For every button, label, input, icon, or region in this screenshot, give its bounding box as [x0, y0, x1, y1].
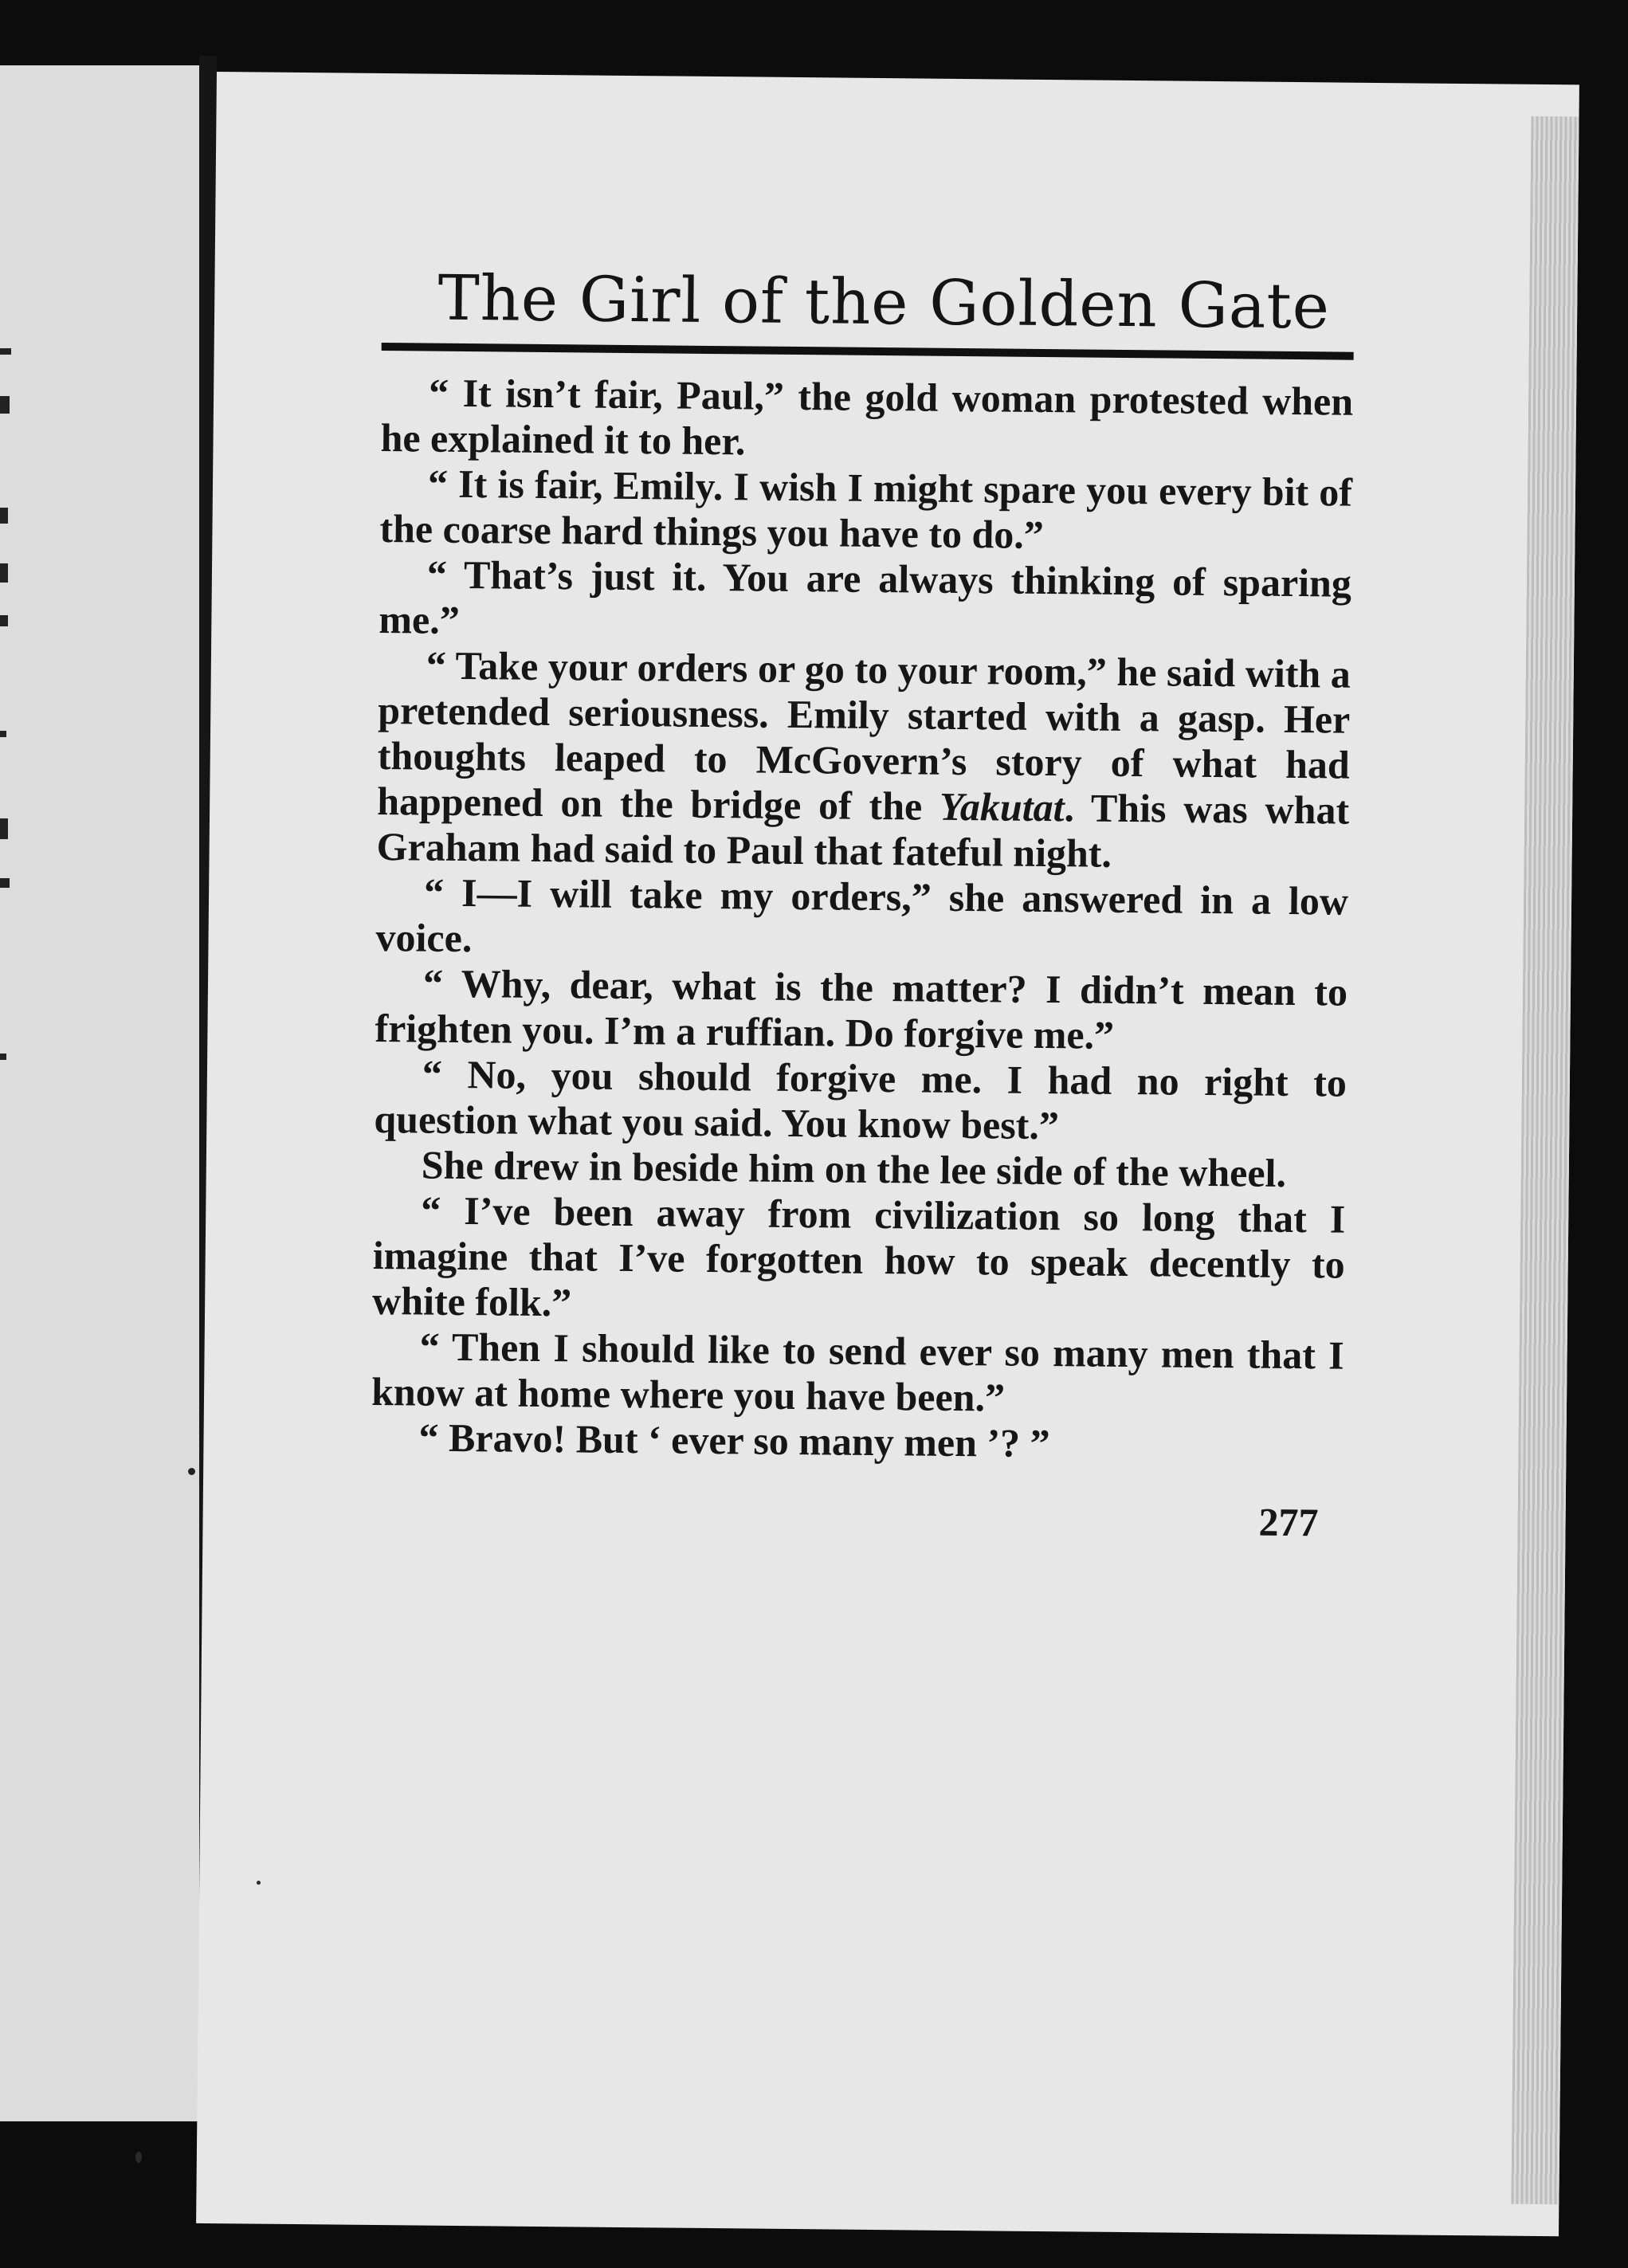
paragraph: “ No, you should forgive me. I had no right to question what you said. You know best.”	[374, 1051, 1348, 1148]
running-head: The Girl of the Golden Gate	[437, 262, 1331, 343]
paragraph: “ It is fair, Emily. I wish I might spare you every bit of the coarse hard things you have to do.”	[379, 461, 1353, 557]
facing-page-letter-fragment	[0, 348, 11, 355]
paragraph: “ It isn’t fair, Paul,” the gold woman protested when he explained it to her.	[380, 370, 1354, 464]
facing-page-speck	[188, 1468, 195, 1475]
facing-page-letter-fragment	[0, 508, 8, 524]
facing-page-letter-fragment	[0, 396, 10, 414]
paragraph: “ I—I will take my orders,” she answered in a low voice.	[375, 869, 1349, 960]
book-page	[196, 72, 1579, 2236]
paragraph: “ Take your orders or go to your room,” he said with a pretended seriousness. Emily started with a gasp. Her thoughts leaped to McGovern’s story of what had happened on the bridge of the Yakutat. This was what Graham had said to Paul that fateful night.	[376, 642, 1351, 876]
facing-page-letter-fragment	[0, 563, 8, 583]
page-number: 277	[1258, 1499, 1319, 1545]
paragraph: She drew in beside him on the lee side of the wheel.	[421, 1142, 1287, 1195]
page-stack-edge	[1511, 116, 1579, 2204]
ship-name: Yakutat	[939, 783, 1065, 830]
scan-speck	[135, 2152, 142, 2163]
page-text-block	[370, 262, 1354, 1545]
facing-page-letter-fragment	[0, 1054, 6, 1060]
paragraph: “ Why, dear, what is the matter? I didn’t mean to frighten you. I’m a ruffian. Do forgive me.”	[375, 960, 1348, 1057]
facing-page-letter-fragment	[0, 878, 10, 888]
body-text	[371, 370, 1353, 1469]
facing-page-letter-fragment	[0, 731, 6, 737]
paragraph: “ That’s just it. You are always thinking of sparing me.”	[379, 551, 1352, 642]
paragraph: “ Bravo! But ‘ ever so many men ’? ”	[418, 1415, 1050, 1466]
running-head-rule	[382, 343, 1354, 360]
facing-page-letter-fragment	[0, 818, 8, 839]
facing-page-letter-fragment	[0, 615, 8, 626]
scan-speck	[257, 1881, 261, 1885]
facing-page-edge	[0, 65, 199, 2121]
paragraph: “ I’ve been away from civilization so long that I imagine that I’ve forgotten how to speak decently to white folk.”	[371, 1187, 1346, 1325]
paragraph: “ Then I should like to send ever so many men that I know at home where you have been.”	[371, 1324, 1344, 1420]
